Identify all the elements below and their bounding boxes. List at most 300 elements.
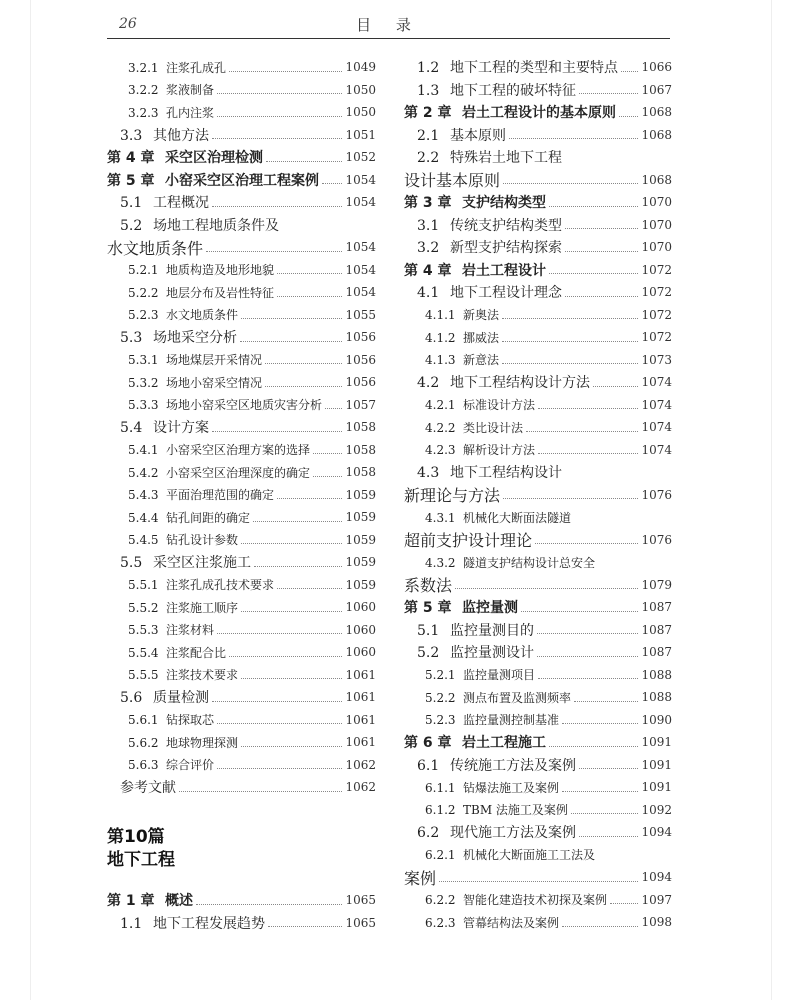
toc-entry-page: 1087	[641, 645, 672, 659]
toc-entry-text: 超前支护设计理论	[404, 531, 533, 550]
toc-entry-title	[404, 260, 546, 280]
toc-entry-page: 1061	[345, 667, 376, 682]
toc-entry[interactable]	[404, 686, 672, 708]
toc-entry-text: 钻孔间距的确定	[166, 510, 251, 525]
toc-entry-title	[107, 306, 238, 323]
leader-dots	[503, 183, 638, 184]
leader-dots	[241, 611, 342, 612]
toc-entry-title	[404, 215, 562, 235]
toc-entry-number: 4.3.1	[425, 510, 456, 525]
toc-entry-title	[107, 59, 226, 76]
leader-dots	[325, 408, 342, 409]
toc-entry-page: 1094	[641, 870, 672, 884]
leader-dots	[313, 453, 342, 454]
toc-entry-number: 5.4.3	[128, 488, 159, 502]
toc-entry[interactable]	[107, 259, 376, 281]
toc-entry-title	[107, 327, 237, 347]
toc-entry-title	[404, 396, 535, 413]
toc-entry-number: 5.5.5	[128, 668, 159, 682]
toc-entry[interactable]	[404, 866, 672, 888]
toc-entry-text: 注浆施工顺序	[166, 600, 239, 615]
toc-entry[interactable]	[107, 754, 376, 776]
toc-entry-title	[107, 170, 319, 190]
toc-entry-text: 地下工程的破坏特征	[450, 82, 576, 99]
toc-entry-title	[404, 147, 562, 167]
toc-entry-number: 第 3 章	[404, 195, 452, 211]
toc-entry-text: 小窑采空区治理方案的选择	[166, 443, 311, 457]
toc-entry-page: 1059	[345, 577, 376, 592]
toc-entry-text: 新理论与方法	[404, 486, 501, 505]
leader-dots	[538, 678, 638, 679]
toc-entry[interactable]	[404, 776, 672, 798]
toc-entry-page: 1067	[641, 82, 672, 97]
toc-entry-text: 场地工程地质条件及	[153, 217, 279, 234]
toc-entry-page: 1092	[641, 802, 672, 817]
toc-entry[interactable]	[107, 506, 376, 528]
toc-entry-text: 岩土工程施工	[462, 735, 546, 751]
toc-entry-page: 1072	[641, 330, 672, 344]
toc-entry-text: 小窑采空区治理深度的确定	[166, 465, 311, 480]
toc-entry-page: 1059	[345, 555, 376, 569]
leader-dots	[619, 116, 638, 117]
toc-entry[interactable]	[107, 664, 376, 686]
toc-entry-number: 4.3.2	[425, 555, 456, 570]
toc-entry[interactable]	[404, 394, 672, 416]
leader-dots	[535, 543, 638, 544]
leader-dots	[549, 206, 638, 207]
toc-entry[interactable]	[107, 124, 376, 146]
toc-entry-title	[404, 711, 559, 728]
toc-entry[interactable]	[404, 146, 672, 168]
leader-dots	[565, 296, 638, 297]
toc-entry[interactable]	[107, 574, 376, 596]
toc-entry-page: 1070	[641, 195, 672, 209]
toc-entry-title	[107, 374, 262, 391]
toc-entry[interactable]	[404, 551, 672, 573]
toc-entry-text: 监控量测目的	[450, 622, 534, 639]
toc-entry[interactable]	[404, 731, 672, 753]
toc-entry-number: 5.3.2	[128, 375, 159, 390]
toc-entry[interactable]	[107, 596, 376, 618]
toc-entry[interactable]	[107, 326, 376, 348]
leader-dots	[562, 926, 638, 927]
leader-dots	[574, 701, 638, 702]
toc-entry[interactable]	[107, 349, 376, 371]
toc-entry-text: 智能化建造技术初探及案例	[463, 893, 608, 907]
toc-entry-text: 传统支护结构类型	[450, 217, 562, 234]
toc-entry[interactable]	[107, 439, 376, 461]
toc-entry-title	[107, 666, 238, 683]
toc-entry[interactable]	[107, 709, 376, 731]
toc-entry[interactable]	[404, 101, 672, 123]
toc-entry-title	[107, 147, 263, 167]
toc-entry-number: 第 5 章	[107, 172, 155, 189]
toc-entry-text: 类比设计法	[463, 420, 524, 435]
toc-entry[interactable]	[107, 371, 376, 393]
leader-dots	[217, 723, 342, 724]
toc-entry[interactable]	[107, 484, 376, 506]
toc-entry-title	[107, 913, 265, 933]
leader-dots	[593, 386, 638, 387]
toc-entry[interactable]	[107, 619, 376, 641]
toc-entry-title	[107, 576, 274, 593]
toc-entry[interactable]	[404, 439, 672, 461]
toc-entry-number: 5.6.2	[128, 735, 159, 750]
toc-entry-title	[404, 801, 568, 818]
toc-entry[interactable]	[404, 596, 672, 618]
toc-entry-text: 现代施工方法及案例	[450, 825, 576, 841]
leader-dots	[253, 521, 342, 522]
toc-entry[interactable]	[107, 146, 376, 168]
toc-entry-page: 1050	[345, 105, 376, 119]
toc-entry[interactable]	[404, 619, 672, 641]
toc-entry-text: 测点布置及监测频率	[463, 690, 572, 705]
toc-entry[interactable]	[107, 56, 376, 78]
toc-entry[interactable]	[107, 776, 376, 798]
toc-entry-page: 1068	[641, 105, 672, 119]
toc-entry-number: 3.2.1	[128, 60, 159, 75]
toc-entry-page: 1054	[345, 262, 376, 277]
toc-entry-page: 1051	[345, 127, 376, 142]
toc-entry-number: 6.1	[417, 757, 440, 774]
leader-dots	[217, 116, 342, 117]
toc-entry[interactable]	[404, 236, 672, 258]
toc-entry-text: 解析设计方法	[463, 443, 536, 457]
toc-entry[interactable]	[404, 484, 672, 506]
toc-entry[interactable]	[404, 506, 672, 528]
leader-dots	[502, 318, 638, 319]
toc-entry-text: 挪威法	[463, 330, 500, 345]
toc-entry-page: 1060	[345, 600, 376, 614]
toc-entry[interactable]	[404, 79, 672, 101]
toc-entry[interactable]	[404, 169, 672, 191]
toc-entry-text: 注浆配合比	[166, 645, 227, 660]
toc-entry-number: 1.3	[417, 82, 440, 99]
toc-entry-number: 6.2.2	[425, 893, 456, 907]
toc-entry-title	[404, 237, 562, 257]
toc-entry-text: 案例	[404, 868, 437, 888]
toc-entry-number: 2.2	[417, 150, 440, 166]
toc-entry[interactable]	[107, 641, 376, 663]
toc-entry[interactable]	[404, 709, 672, 731]
toc-entry-title	[107, 236, 203, 259]
toc-entry-number: 5.5.1	[128, 578, 159, 592]
leader-dots	[254, 566, 342, 567]
toc-entry-page: 1059	[345, 487, 376, 502]
toc-entry-text: 孔内注浆	[166, 105, 215, 120]
toc-entry-title	[404, 441, 535, 458]
toc-entry-number: 5.1	[120, 195, 143, 211]
toc-entry-page: 1074	[641, 397, 672, 412]
toc-entry-page: 1091	[641, 780, 672, 794]
toc-entry-page: 1097	[641, 892, 672, 907]
leader-dots	[212, 431, 342, 432]
leader-dots	[579, 768, 638, 769]
leader-dots	[313, 476, 342, 477]
toc-entry-number: 5.4.4	[128, 510, 159, 525]
toc-entry-text: 新型支护结构探索	[450, 240, 562, 256]
toc-entry-page: 1074	[641, 442, 672, 457]
toc-entry-page: 1050	[345, 82, 376, 97]
toc-entry-number: 5.6	[120, 690, 143, 706]
toc-entry-page: 1054	[345, 240, 376, 254]
toc-entry-title	[107, 756, 214, 773]
leader-dots	[537, 633, 638, 634]
page-header	[107, 14, 670, 39]
toc-entry-title	[107, 464, 310, 481]
leader-dots	[521, 611, 638, 612]
toc-entry-number: 4.2.1	[425, 398, 456, 412]
toc-entry-text: 注浆孔成孔	[166, 60, 227, 75]
toc-entry-page: 1061	[345, 735, 376, 749]
leader-dots	[212, 701, 342, 702]
toc-entry-text: 特殊岩土地下工程	[450, 150, 562, 166]
toc-entry-page: 1072	[641, 262, 672, 277]
toc-entry[interactable]	[107, 236, 376, 258]
toc-entry-page: 1088	[641, 690, 672, 704]
toc-entry[interactable]	[107, 79, 376, 101]
toc-entry[interactable]	[404, 821, 672, 843]
toc-entry[interactable]	[107, 551, 376, 573]
toc-entry[interactable]	[404, 911, 672, 933]
toc-entry-page: 1087	[641, 600, 672, 614]
leader-dots	[206, 251, 342, 252]
toc-entry-page: 1076	[641, 487, 672, 502]
toc-entry[interactable]	[107, 686, 376, 708]
toc-entry-text: 监控量测控制基准	[463, 713, 560, 727]
toc-entry-text: 采空区治理检测	[165, 150, 263, 166]
toc-entry[interactable]	[404, 799, 672, 821]
toc-entry-number: 5.5	[120, 555, 143, 571]
toc-entry[interactable]	[107, 281, 376, 303]
toc-entry-title	[404, 573, 452, 596]
toc-entry[interactable]	[107, 191, 376, 213]
toc-entry[interactable]	[404, 326, 672, 348]
toc-entry-text: 综合评价	[166, 758, 215, 772]
toc-entry[interactable]	[107, 731, 376, 753]
toc-entry-text: 工程概况	[153, 195, 209, 211]
toc-entry-text: 支护结构类型	[462, 195, 546, 211]
toc-entry-page: 1049	[345, 60, 376, 74]
toc-entry-number: 5.4.2	[128, 465, 159, 480]
leader-dots	[179, 791, 342, 792]
toc-entry-page: 1057	[345, 397, 376, 412]
toc-entry-title	[107, 486, 274, 503]
toc-entry-page: 1054	[345, 195, 376, 209]
toc-entry-text: 地下工程结构设计	[450, 465, 562, 481]
toc-entry-page: 1054	[345, 285, 376, 299]
toc-entry-title	[107, 351, 262, 368]
leader-dots	[537, 656, 638, 657]
toc-entry-number: 4.3	[417, 465, 440, 481]
header-title: 目 录	[356, 16, 421, 34]
toc-entry-page: 1076	[641, 532, 672, 547]
leader-dots	[229, 656, 342, 657]
toc-entry[interactable]	[404, 124, 672, 146]
toc-entry-title	[404, 80, 576, 100]
toc-entry-title	[107, 104, 214, 121]
toc-entry-page: 1073	[641, 352, 672, 367]
toc-entry-text: 钻孔设计参数	[166, 533, 239, 547]
toc-entry-text: 小窑采空区治理工程案例	[165, 172, 319, 189]
toc-entry[interactable]	[404, 259, 672, 281]
toc-entry[interactable]	[107, 394, 376, 416]
toc-entry[interactable]	[404, 191, 672, 213]
leader-dots	[241, 678, 342, 679]
toc-entry-number: 3.3	[120, 127, 143, 144]
toc-entry-page: 1070	[641, 217, 672, 232]
toc-entry[interactable]	[404, 214, 672, 236]
toc-entry-page: 1088	[641, 667, 672, 682]
toc-entry-number: 3.2.3	[128, 105, 159, 120]
leader-dots	[277, 498, 342, 499]
toc-entry-title	[404, 779, 559, 796]
toc-entry[interactable]	[404, 416, 672, 438]
toc-entry-title	[404, 168, 500, 191]
toc-entry-number: 5.4.1	[128, 443, 159, 457]
toc-entry-title	[107, 552, 251, 572]
toc-entry[interactable]	[404, 664, 672, 686]
toc-entry-number: 6.2.3	[425, 915, 456, 930]
toc-entry-title	[404, 732, 546, 752]
leader-dots	[217, 633, 342, 634]
part-title: 地下工程	[107, 850, 175, 870]
toc-entry-title	[404, 102, 616, 122]
toc-entry-page: 1060	[345, 645, 376, 659]
toc-entry-page: 1091	[641, 735, 672, 749]
toc-entry-page: 1058	[345, 465, 376, 479]
toc-entry-page: 1065	[345, 893, 376, 907]
toc-entry[interactable]	[107, 889, 376, 911]
toc-entry-text: 场地煤层开采情况	[166, 353, 263, 367]
leader-dots	[268, 926, 342, 927]
toc-entry[interactable]	[107, 101, 376, 123]
toc-entry-title	[404, 57, 618, 77]
toc-entry-title	[107, 711, 214, 728]
toc-entry-text: 新奥法	[463, 308, 500, 322]
toc-entry[interactable]	[404, 889, 672, 911]
toc-entry-title	[107, 125, 209, 145]
toc-entry[interactable]	[107, 416, 376, 438]
toc-entry-number: 2.1	[417, 127, 440, 144]
toc-entry[interactable]	[404, 56, 672, 78]
toc-entry-title	[107, 192, 209, 212]
toc-entry[interactable]	[107, 214, 376, 236]
leader-dots	[549, 746, 638, 747]
toc-entry[interactable]	[404, 281, 672, 303]
toc-entry[interactable]	[107, 461, 376, 483]
toc-entry-text: 平面治理范围的确定	[166, 488, 275, 502]
toc-entry-title	[404, 351, 499, 368]
leader-dots	[212, 206, 342, 207]
toc-entry-number: 5.3	[120, 330, 143, 346]
toc-entry-title	[404, 509, 571, 526]
toc-entry-text: 注浆技术要求	[166, 668, 239, 682]
toc-entry-title	[404, 597, 518, 617]
toc-entry-number: 6.1.2	[425, 803, 456, 817]
toc-entry-title	[404, 483, 500, 506]
toc-entry-page: 1055	[345, 307, 376, 322]
toc-entry[interactable]	[404, 304, 672, 326]
toc-entry[interactable]	[404, 641, 672, 663]
toc-entry-number: 3.2	[417, 240, 440, 256]
toc-entry-text: TBM 法施工及案例	[463, 803, 568, 817]
toc-entry-number: 5.2.1	[425, 668, 456, 682]
toc-entry-text: 标准设计方法	[463, 398, 536, 412]
toc-entry-text: 参考文献	[120, 780, 176, 796]
toc-entry-text: 浆液制备	[166, 83, 215, 97]
leader-dots	[503, 498, 638, 499]
toc-entry-number: 第 5 章	[404, 600, 452, 616]
toc-entry-number: 4.2	[417, 375, 440, 391]
leader-dots	[241, 543, 342, 544]
leader-dots	[538, 453, 638, 454]
toc-entry-number: 5.2.2	[425, 690, 456, 705]
toc-entry-number: 6.1.1	[425, 780, 456, 795]
toc-entry-number: 4.1	[417, 285, 440, 301]
toc-entry[interactable]	[404, 844, 672, 866]
toc-entry-title	[107, 284, 274, 301]
toc-entry-number: 5.5.2	[128, 600, 159, 615]
toc-entry[interactable]	[107, 912, 376, 934]
toc-entry-title	[107, 621, 214, 638]
toc-entry-title	[404, 914, 559, 931]
toc-entry-title	[107, 81, 214, 98]
toc-entry-title	[107, 777, 176, 797]
toc-entry-title	[404, 891, 607, 908]
page-number: 26	[119, 16, 137, 32]
toc-entry-page: 1074	[641, 420, 672, 434]
toc-entry-text: 监控量测	[462, 600, 518, 616]
toc-entry-text: 地下工程设计理念	[450, 285, 562, 301]
toc-entry-number: 4.1.2	[425, 330, 456, 345]
toc-entry-text: 地质构造及地形地貌	[166, 263, 275, 277]
toc-entry-title	[404, 755, 576, 775]
toc-entry-title	[404, 372, 590, 392]
toc-entry-page: 1062	[345, 780, 376, 794]
toc-entry-number: 5.3.3	[128, 398, 159, 412]
toc-entry[interactable]	[107, 169, 376, 191]
toc-entry[interactable]	[404, 754, 672, 776]
toc-entry-page: 1094	[641, 825, 672, 839]
leader-dots	[565, 228, 638, 229]
toc-entry-text: 场地采空分析	[153, 330, 237, 346]
toc-entry[interactable]	[404, 371, 672, 393]
toc-entry-page: 1056	[345, 330, 376, 344]
toc-entry-title	[404, 620, 534, 640]
leader-dots	[562, 791, 638, 792]
toc-entry-number: 第 1 章	[107, 893, 155, 909]
toc-entry-number: 5.4.5	[128, 533, 159, 547]
leader-dots	[579, 836, 638, 837]
toc-entry[interactable]	[404, 574, 672, 596]
toc-entry[interactable]	[107, 529, 376, 551]
toc-entry-text: 机械化大断面施工工法及	[463, 848, 596, 862]
toc-entry-title	[107, 734, 238, 751]
toc-entry[interactable]	[404, 529, 672, 551]
toc-entry-text: 水文地质条件	[166, 308, 239, 322]
toc-entry-title	[107, 687, 209, 707]
toc-entry[interactable]	[107, 304, 376, 326]
toc-entry-number: 5.2.1	[128, 263, 159, 277]
toc-entry[interactable]	[404, 349, 672, 371]
leader-dots	[562, 723, 638, 724]
toc-entry-text: 注浆材料	[166, 623, 215, 637]
toc-entry-title	[404, 866, 436, 889]
toc-entry[interactable]	[404, 461, 672, 483]
toc-entry-page: 1056	[345, 352, 376, 367]
toc-entry-number: 第 6 章	[404, 735, 452, 751]
